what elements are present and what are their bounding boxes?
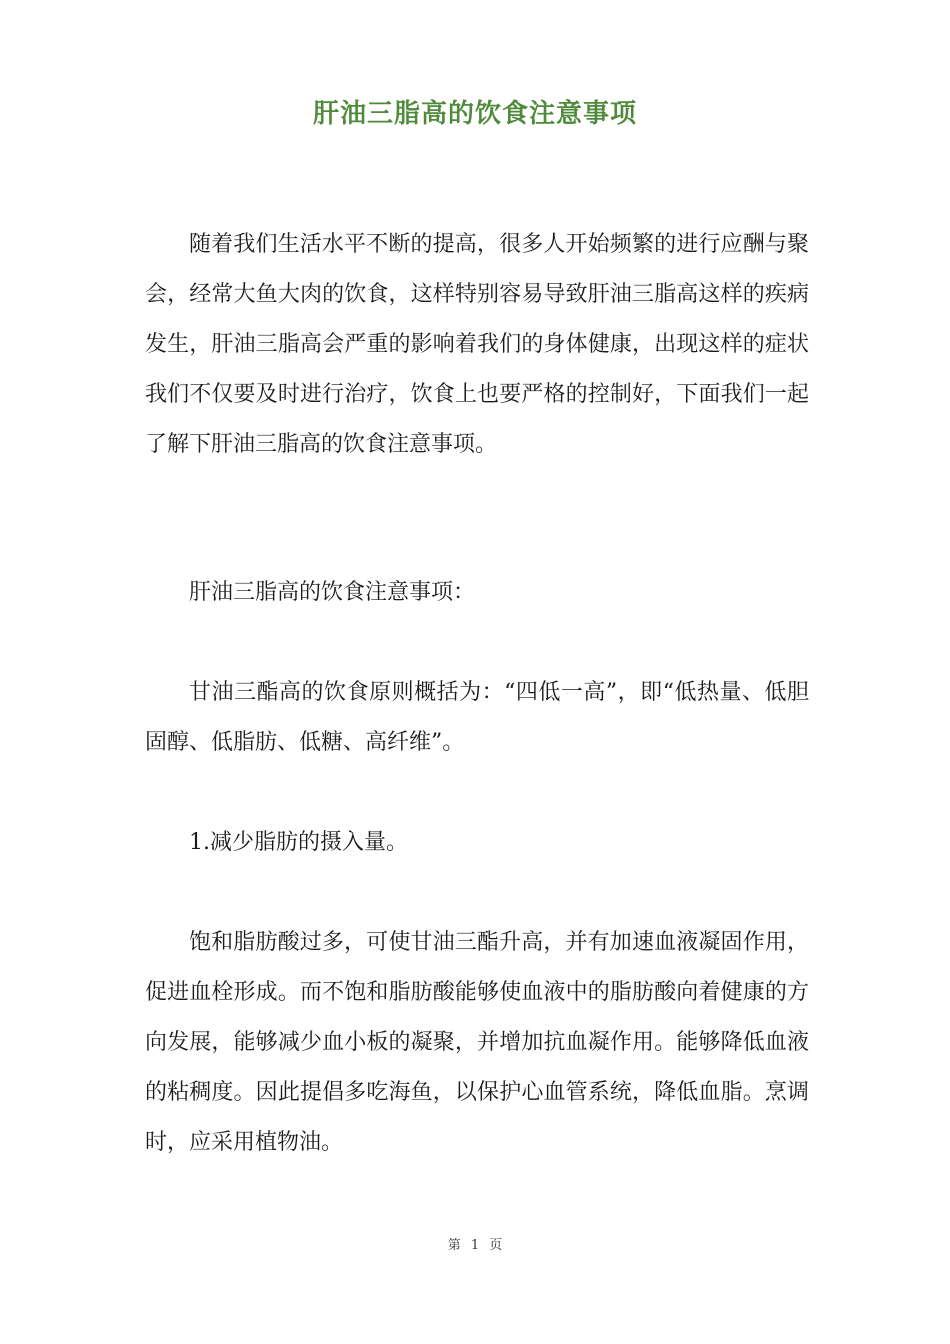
document-title: 肝油三脂高的饮食注意事项: [312, 99, 637, 129]
section-heading: 肝油三脂高的饮食注意事项：: [189, 580, 476, 605]
page-label-prefix: 第: [447, 1238, 461, 1253]
diet-principle-paragraph: 甘油三酯高的饮食原则概括为：“四低一高”，即“低热量、低胆固醇、低脂肪、低糖、高纤维”。: [145, 680, 809, 755]
point-one-heading: 1.减少脂肪的摄入量。: [189, 830, 408, 855]
page-number: 1: [470, 1238, 480, 1253]
point-one-paragraph: 饱和脂肪酸过多，可使甘油三酯升高，并有加速血液凝固作用，促进血栓形成。而不饱和脂肪酸能够使血液中的脂肪酸向着健康的方向发展，能够减少血小板的凝聚，并增加抗血凝作用。能够降低血液的粘稠度。因此提倡多吃海鱼，以保护心血管系统，降低血脂。烹调时，应采用植物油。: [145, 930, 809, 1155]
page-footer: [0, 1236, 950, 1256]
page-label-suffix: 页: [489, 1238, 503, 1253]
intro-paragraph: 随着我们生活水平不断的提高，很多人开始频繁的进行应酬与聚会，经常大鱼大肉的饮食，这样特别容易导致肝油三脂高这样的疾病发生，肝油三脂高会严重的影响着我们的身体健康，出现这样的症状我们不仅要及时进行治疗，饮食上也要严格的控制好，下面我们一起了解下肝油三脂高的饮食注意事项。: [145, 232, 809, 457]
